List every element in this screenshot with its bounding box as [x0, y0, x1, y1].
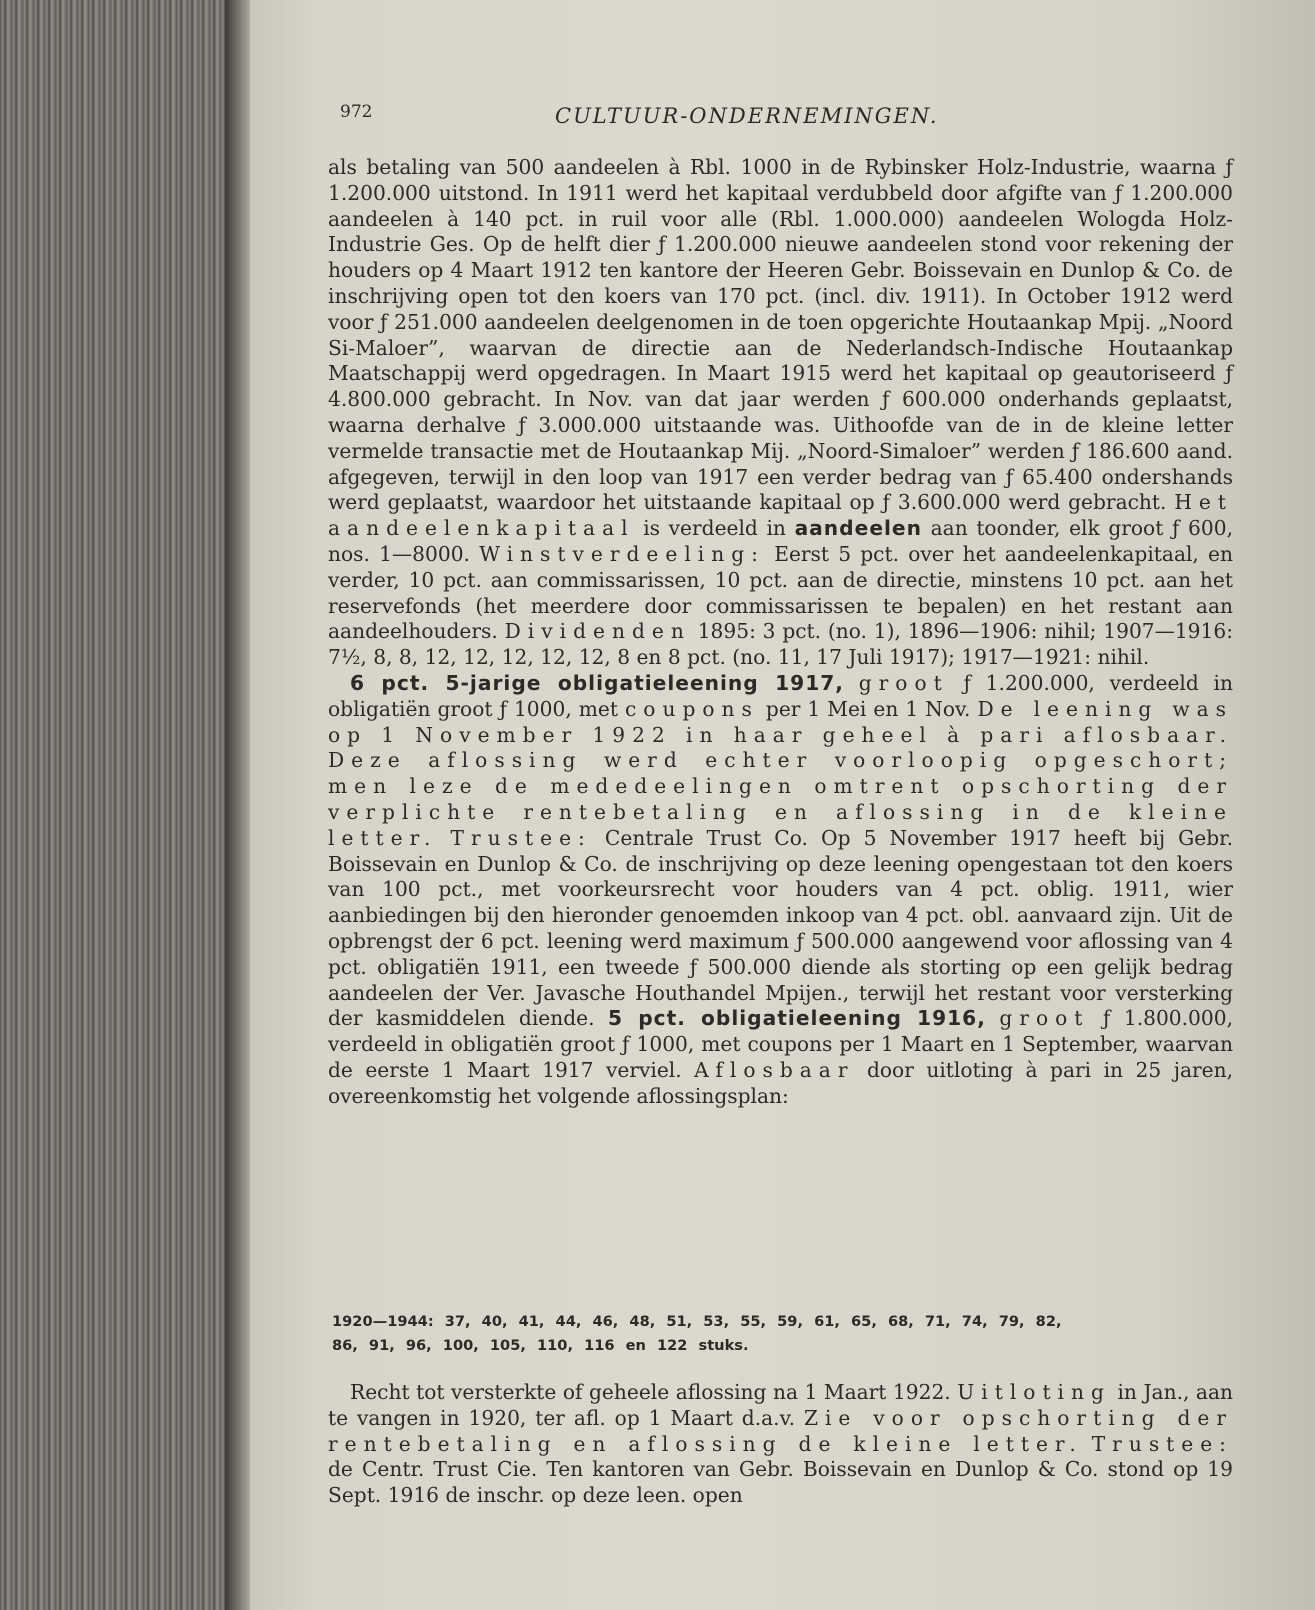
bold-heading: 5 pct. obligatieleening 1916,: [608, 1006, 986, 1031]
spaced-heading: Dividenden: [504, 619, 691, 644]
text-run: Recht tot versterkte of geheele aflossing na 1 Maart 1922.: [350, 1380, 951, 1404]
bold-heading: aandeelen: [794, 516, 922, 541]
spaced-heading: Uitloting: [957, 1380, 1111, 1404]
book-gutter-shadow: [225, 0, 253, 1610]
text-run: is verdeeld in: [643, 516, 786, 541]
spaced-heading: coupons: [624, 696, 759, 721]
redemption-plan-line: 1920—1944: 37, 40, 41, 44, 46, 48, 51, 53, 55, 59, 61, 65, 68, 71, 74, 79, 82,: [332, 1313, 1062, 1330]
text-run: door uitloting à pari in 25 jaren, overeenkomstig het volgende aflossingsplan:: [328, 1057, 1234, 1108]
text-run: de Centr. Trust Cie. Ten kantoren van Gebr. Boissevain en Dunlop & Co. stond op 19 Sept. 1916 de inschr. op deze leen. open: [328, 1457, 1233, 1508]
main-text: [328, 155, 1233, 1109]
text-run: Centrale Trust Co. Op 5 November 1917 heeft bij Gebr. Boissevain en Dunlop & Co. de inschrijving op deze leening opengestaan tot den koers van 100 pct., met voorkeursrecht voor houders van 4 pct. oblig. 1911, wier aanbiedingen bij den hieronder genoemden inkoop van 4 pct. obl. aanvaard zijn. Uit de opbrengst der 6 pct. leening werd maximum ƒ 500.000 aangewend voor aflossing van 4 pct. obligatiën 1911, een tweede ƒ 500.000 diende als storting op een gelijk bedrag aandeelen der Ver. Javasche Houthandel Mpijen., terwijl het restant voor versterking der kasmiddelen diende.: [328, 825, 1234, 1031]
text-run: als betaling van 500 aandeelen à Rbl. 1000 in de Rybinsker Holz-Industrie, waarna ƒ 1.200.000 uitstond. In 1911 werd het kapitaal verdubbeld door afgifte van ƒ 1.200.000 aandeelen à 140 pct. in ruil voor alle (Rbl. 1.000.000) aandeelen Wologda Holz-Industrie Ges. Op de helft dier ƒ 1.200.000 nieuwe aandeelen stond voor rekening der houders op 4 Maart 1912 ten kantore der Heeren Gebr. Boissevain en Dunlop & Co. de inschrijving open tot den koers van 170 pct. (incl. div. 1911). In October 1912 werd voor ƒ 251.000 aandeelen deelgenomen in de toen opgerichte Houtaankap Mpij. „Noord Si-Maloer”, waarvan de directie aan de Nederlandsch-Indische Houtaankap Maatschappij werd opgedragen. In Maart 1915 werd het kapitaal op geautoriseerd ƒ 4.800.000 gebracht. In Nov. van dat jaar werden ƒ 600.000 onderhands geplaatst, waarna derhalve ƒ 3.000.000 uitstaande was. Uithoofde van de in de kleine letter vermelde transactie met de Houtaankap Mij. „Noord-Simaloer” werden ƒ 186.600 aand. afgegeven, terwijl in den loop van 1917 een verder bedrag van ƒ 65.400 ondershands werd geplaatst, waardoor het uitstaande kapitaal op ƒ 3.600.000 werd gebracht.: [328, 155, 1233, 515]
book-page-edges: [0, 0, 250, 1610]
bold-heading: 6 pct. 5-jarige obligatieleening 1917,: [350, 670, 844, 695]
paragraph-redemption: [328, 1380, 1233, 1509]
running-head: CULTUUR-ONDERNEMINGEN.: [555, 104, 939, 128]
text-run: in Jan., aan te vangen in 1920, ter afl. op 1 Maart d.a.v.: [328, 1380, 1234, 1430]
closing-text: [328, 1380, 1233, 1509]
redemption-plan-line: 86, 91, 96, 100, 105, 110, 116 en 122 stuks.: [332, 1337, 749, 1354]
spaced-heading: Aflosbaar: [694, 1057, 855, 1082]
text-run: ƒ 1.200.000, verdeeld in obligatiën groot ƒ 1000, met: [328, 670, 1233, 721]
spaced-heading: groot: [858, 670, 949, 695]
page-header: [340, 98, 1220, 138]
spaced-heading: Trustee:: [450, 825, 592, 850]
text-run: aan toonder, elk groot ƒ 600, nos. 1—8000.: [328, 516, 1233, 566]
redemption-plan: [332, 1310, 1232, 1358]
page-number: 972: [340, 102, 373, 122]
book-page: [250, 0, 1315, 1610]
spaced-heading: groot: [999, 1006, 1090, 1031]
spaced-heading: Trustee:: [1091, 1431, 1233, 1456]
paragraph-capital: [328, 155, 1233, 671]
text-run: 1895: 3 pct. (no. 1), 1896—1906: nihil; 1907—1916: 7½, 8, 8, 12, 12, 12, 12, 12, 8 en 8 pct. (no. 11, 17 Juli 1917); 1917—1921: nihil.: [328, 619, 1233, 670]
spaced-heading: De leening was op 1 November 1922 in haar geheel à pari aflosbaar. Deze aflossing werd echter voorloopig opgeschort; men leze de mededeelingen omtrent opschorting der verplichte rentebetaling en aflossing in de kleine letter.: [328, 696, 1234, 850]
text-run: per 1 Mei en 1 Nov.: [765, 696, 971, 721]
spaced-heading: Winstverdeeling:: [479, 541, 765, 566]
paragraph-loans: [328, 671, 1233, 1110]
text-run: Eerst 5 pct. over het aandeelenkapitaal, en verder, 10 pct. aan commissarissen, 10 pct. aan de directie, minstens 10 pct. aan het reservefonds (het meerdere door commissarissen te bepalen) en het restant aan aandeelhouders.: [328, 541, 1234, 644]
text-run: ƒ 1.800.000, verdeeld in obligatiën groot ƒ 1000, met coupons per 1 Maart en 1 September, waarvan de eerste 1 Maart 1917 verviel.: [328, 1006, 1234, 1082]
spaced-heading: Zie voor opschorting der rentebetaling en aflossing de kleine letter.: [328, 1405, 1233, 1456]
spaced-heading: Het aandeelenkapitaal: [328, 490, 1233, 541]
